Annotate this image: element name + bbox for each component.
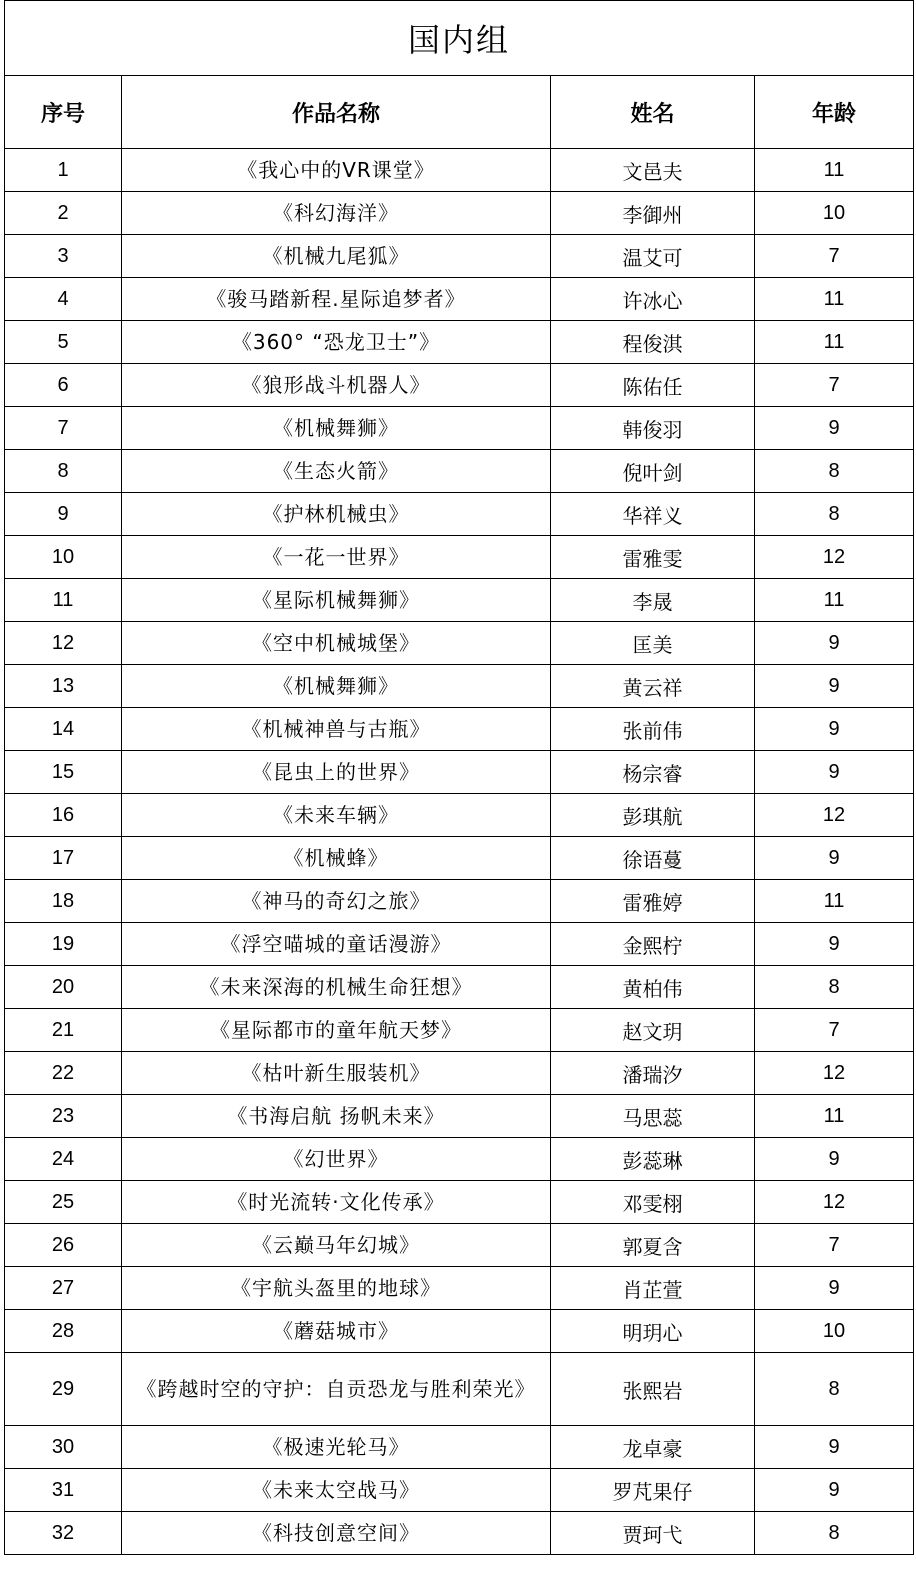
age-cell: 11 — [755, 1095, 914, 1138]
row-number-cell: 8 — [5, 450, 122, 493]
work-title-cell: 《星际都市的童年航天梦》 — [122, 1009, 551, 1052]
author-name-cell: 华祥义 — [551, 493, 755, 536]
work-title-cell: 《未来太空战马》 — [122, 1469, 551, 1512]
age-cell: 11 — [755, 579, 914, 622]
table-row — [5, 1469, 914, 1512]
table-row — [5, 192, 914, 235]
author-name-cell: 赵文玥 — [551, 1009, 755, 1052]
table-row — [5, 536, 914, 579]
author-name-cell: 明玥心 — [551, 1310, 755, 1353]
work-title-cell: 《狼形战斗机器人》 — [122, 364, 551, 407]
column-header-work: 作品名称 — [122, 76, 551, 149]
table-row — [5, 450, 914, 493]
row-number-cell: 31 — [5, 1469, 122, 1512]
author-name-cell: 潘瑞汐 — [551, 1052, 755, 1095]
work-title-cell: 《机械舞狮》 — [122, 665, 551, 708]
author-name-cell: 彭琪航 — [551, 794, 755, 837]
author-name-cell: 罗芃果仔 — [551, 1469, 755, 1512]
author-name-cell: 温艾可 — [551, 235, 755, 278]
table-row — [5, 235, 914, 278]
row-number-cell: 15 — [5, 751, 122, 794]
work-title-cell: 《护林机械虫》 — [122, 493, 551, 536]
work-title-cell: 《书海启航 扬帆未来》 — [122, 1095, 551, 1138]
row-number-cell: 12 — [5, 622, 122, 665]
table-body — [5, 149, 914, 1555]
author-name-cell: 金熙柠 — [551, 923, 755, 966]
row-number-cell: 1 — [5, 149, 122, 192]
age-cell: 10 — [755, 192, 914, 235]
row-number-cell: 16 — [5, 794, 122, 837]
table-row — [5, 837, 914, 880]
row-number-cell: 29 — [5, 1353, 122, 1426]
row-number-cell: 5 — [5, 321, 122, 364]
work-title-cell: 《昆虫上的世界》 — [122, 751, 551, 794]
author-name-cell: 韩俊羽 — [551, 407, 755, 450]
work-title-cell: 《宇航头盔里的地球》 — [122, 1267, 551, 1310]
table-row — [5, 880, 914, 923]
work-title-cell: 《浮空喵城的童话漫游》 — [122, 923, 551, 966]
age-cell: 9 — [755, 1138, 914, 1181]
author-name-cell: 雷雅婷 — [551, 880, 755, 923]
table-row — [5, 1052, 914, 1095]
author-name-cell: 邓雯栩 — [551, 1181, 755, 1224]
row-number-cell: 11 — [5, 579, 122, 622]
table-row — [5, 1353, 914, 1426]
work-title-cell: 《星际机械舞狮》 — [122, 579, 551, 622]
age-cell: 9 — [755, 665, 914, 708]
table-row — [5, 149, 914, 192]
row-number-cell: 23 — [5, 1095, 122, 1138]
row-number-cell: 6 — [5, 364, 122, 407]
row-number-cell: 18 — [5, 880, 122, 923]
table-row — [5, 966, 914, 1009]
row-number-cell: 4 — [5, 278, 122, 321]
work-title-cell: 《时光流转·文化传承》 — [122, 1181, 551, 1224]
age-cell: 9 — [755, 1426, 914, 1469]
row-number-cell: 3 — [5, 235, 122, 278]
age-cell: 9 — [755, 407, 914, 450]
author-name-cell: 许冰心 — [551, 278, 755, 321]
author-name-cell: 黄柏伟 — [551, 966, 755, 1009]
age-cell: 12 — [755, 1181, 914, 1224]
table-row — [5, 708, 914, 751]
title-row — [5, 1, 914, 76]
age-cell: 7 — [755, 1224, 914, 1267]
age-cell: 8 — [755, 1353, 914, 1426]
author-name-cell: 贾珂弋 — [551, 1512, 755, 1555]
table-row — [5, 1009, 914, 1052]
table-row — [5, 1138, 914, 1181]
author-name-cell: 杨宗睿 — [551, 751, 755, 794]
table-row — [5, 407, 914, 450]
table-row — [5, 1426, 914, 1469]
row-number-cell: 9 — [5, 493, 122, 536]
age-cell: 12 — [755, 794, 914, 837]
table-row — [5, 1224, 914, 1267]
age-cell: 11 — [755, 321, 914, 364]
row-number-cell: 14 — [5, 708, 122, 751]
table-row — [5, 923, 914, 966]
work-title-cell: 《云巅马年幻城》 — [122, 1224, 551, 1267]
row-number-cell: 10 — [5, 536, 122, 579]
age-cell: 11 — [755, 880, 914, 923]
row-number-cell: 28 — [5, 1310, 122, 1353]
work-title-cell: 《骏马踏新程.星际追梦者》 — [122, 278, 551, 321]
table-row — [5, 794, 914, 837]
work-title-cell: 《机械神兽与古瓶》 — [122, 708, 551, 751]
row-number-cell: 22 — [5, 1052, 122, 1095]
age-cell: 7 — [755, 235, 914, 278]
work-title-cell: 《360° “恐龙卫士”》 — [122, 321, 551, 364]
column-header-age: 年龄 — [755, 76, 914, 149]
work-title-cell: 《机械舞狮》 — [122, 407, 551, 450]
work-title-cell: 《未来车辆》 — [122, 794, 551, 837]
age-cell: 9 — [755, 751, 914, 794]
author-name-cell: 龙卓豪 — [551, 1426, 755, 1469]
table-row — [5, 1267, 914, 1310]
work-title-cell: 《跨越时空的守护：自贡恐龙与胜利荣光》 — [122, 1353, 551, 1426]
author-name-cell: 张前伟 — [551, 708, 755, 751]
author-name-cell: 李御州 — [551, 192, 755, 235]
row-number-cell: 13 — [5, 665, 122, 708]
author-name-cell: 雷雅雯 — [551, 536, 755, 579]
work-title-cell: 《机械九尾狐》 — [122, 235, 551, 278]
table-row — [5, 364, 914, 407]
age-cell: 9 — [755, 923, 914, 966]
author-name-cell: 张熙岩 — [551, 1353, 755, 1426]
age-cell: 8 — [755, 450, 914, 493]
age-cell: 11 — [755, 149, 914, 192]
table-row — [5, 321, 914, 364]
age-cell: 7 — [755, 364, 914, 407]
author-name-cell: 彭蕊琳 — [551, 1138, 755, 1181]
age-cell: 8 — [755, 1512, 914, 1555]
author-name-cell: 陈佑任 — [551, 364, 755, 407]
work-title-cell: 《枯叶新生服装机》 — [122, 1052, 551, 1095]
age-cell: 9 — [755, 1267, 914, 1310]
table-row — [5, 665, 914, 708]
age-cell: 12 — [755, 536, 914, 579]
table-row — [5, 1512, 914, 1555]
column-header-no: 序号 — [5, 76, 122, 149]
row-number-cell: 30 — [5, 1426, 122, 1469]
age-cell: 11 — [755, 278, 914, 321]
work-title-cell: 《科幻海洋》 — [122, 192, 551, 235]
age-cell: 8 — [755, 493, 914, 536]
work-title-cell: 《神马的奇幻之旅》 — [122, 880, 551, 923]
row-number-cell: 19 — [5, 923, 122, 966]
work-title-cell: 《未来深海的机械生命狂想》 — [122, 966, 551, 1009]
age-cell: 9 — [755, 837, 914, 880]
author-name-cell: 肖芷萱 — [551, 1267, 755, 1310]
row-number-cell: 25 — [5, 1181, 122, 1224]
work-title-cell: 《我心中的VR课堂》 — [122, 149, 551, 192]
row-number-cell: 24 — [5, 1138, 122, 1181]
row-number-cell: 2 — [5, 192, 122, 235]
work-title-cell: 《科技创意空间》 — [122, 1512, 551, 1555]
author-name-cell: 郭夏含 — [551, 1224, 755, 1267]
age-cell: 12 — [755, 1052, 914, 1095]
table-row — [5, 1181, 914, 1224]
author-name-cell: 倪叶剑 — [551, 450, 755, 493]
work-title-cell: 《空中机械城堡》 — [122, 622, 551, 665]
table-row — [5, 751, 914, 794]
table-row — [5, 1310, 914, 1353]
author-name-cell: 程俊淇 — [551, 321, 755, 364]
row-number-cell: 17 — [5, 837, 122, 880]
row-number-cell: 7 — [5, 407, 122, 450]
row-number-cell: 20 — [5, 966, 122, 1009]
work-title-cell: 《极速光轮马》 — [122, 1426, 551, 1469]
author-name-cell: 匡美 — [551, 622, 755, 665]
header-row — [5, 76, 914, 149]
author-name-cell: 黄云祥 — [551, 665, 755, 708]
award-table — [4, 0, 914, 1555]
author-name-cell: 文邑夫 — [551, 149, 755, 192]
age-cell: 9 — [755, 1469, 914, 1512]
table-row — [5, 622, 914, 665]
row-number-cell: 32 — [5, 1512, 122, 1555]
table-row — [5, 579, 914, 622]
age-cell: 8 — [755, 966, 914, 1009]
age-cell: 7 — [755, 1009, 914, 1052]
table-row — [5, 1095, 914, 1138]
table-row — [5, 493, 914, 536]
table-row — [5, 278, 914, 321]
work-title-cell: 《一花一世界》 — [122, 536, 551, 579]
table-title: 国内组 — [5, 1, 914, 76]
age-cell: 9 — [755, 708, 914, 751]
author-name-cell: 马思蕊 — [551, 1095, 755, 1138]
author-name-cell: 李晟 — [551, 579, 755, 622]
author-name-cell: 徐语蔓 — [551, 837, 755, 880]
age-cell: 10 — [755, 1310, 914, 1353]
row-number-cell: 26 — [5, 1224, 122, 1267]
work-title-cell: 《蘑菇城市》 — [122, 1310, 551, 1353]
work-title-cell: 《幻世界》 — [122, 1138, 551, 1181]
row-number-cell: 27 — [5, 1267, 122, 1310]
work-title-cell: 《机械蜂》 — [122, 837, 551, 880]
work-title-cell: 《生态火箭》 — [122, 450, 551, 493]
row-number-cell: 21 — [5, 1009, 122, 1052]
age-cell: 9 — [755, 622, 914, 665]
column-header-name: 姓名 — [551, 76, 755, 149]
